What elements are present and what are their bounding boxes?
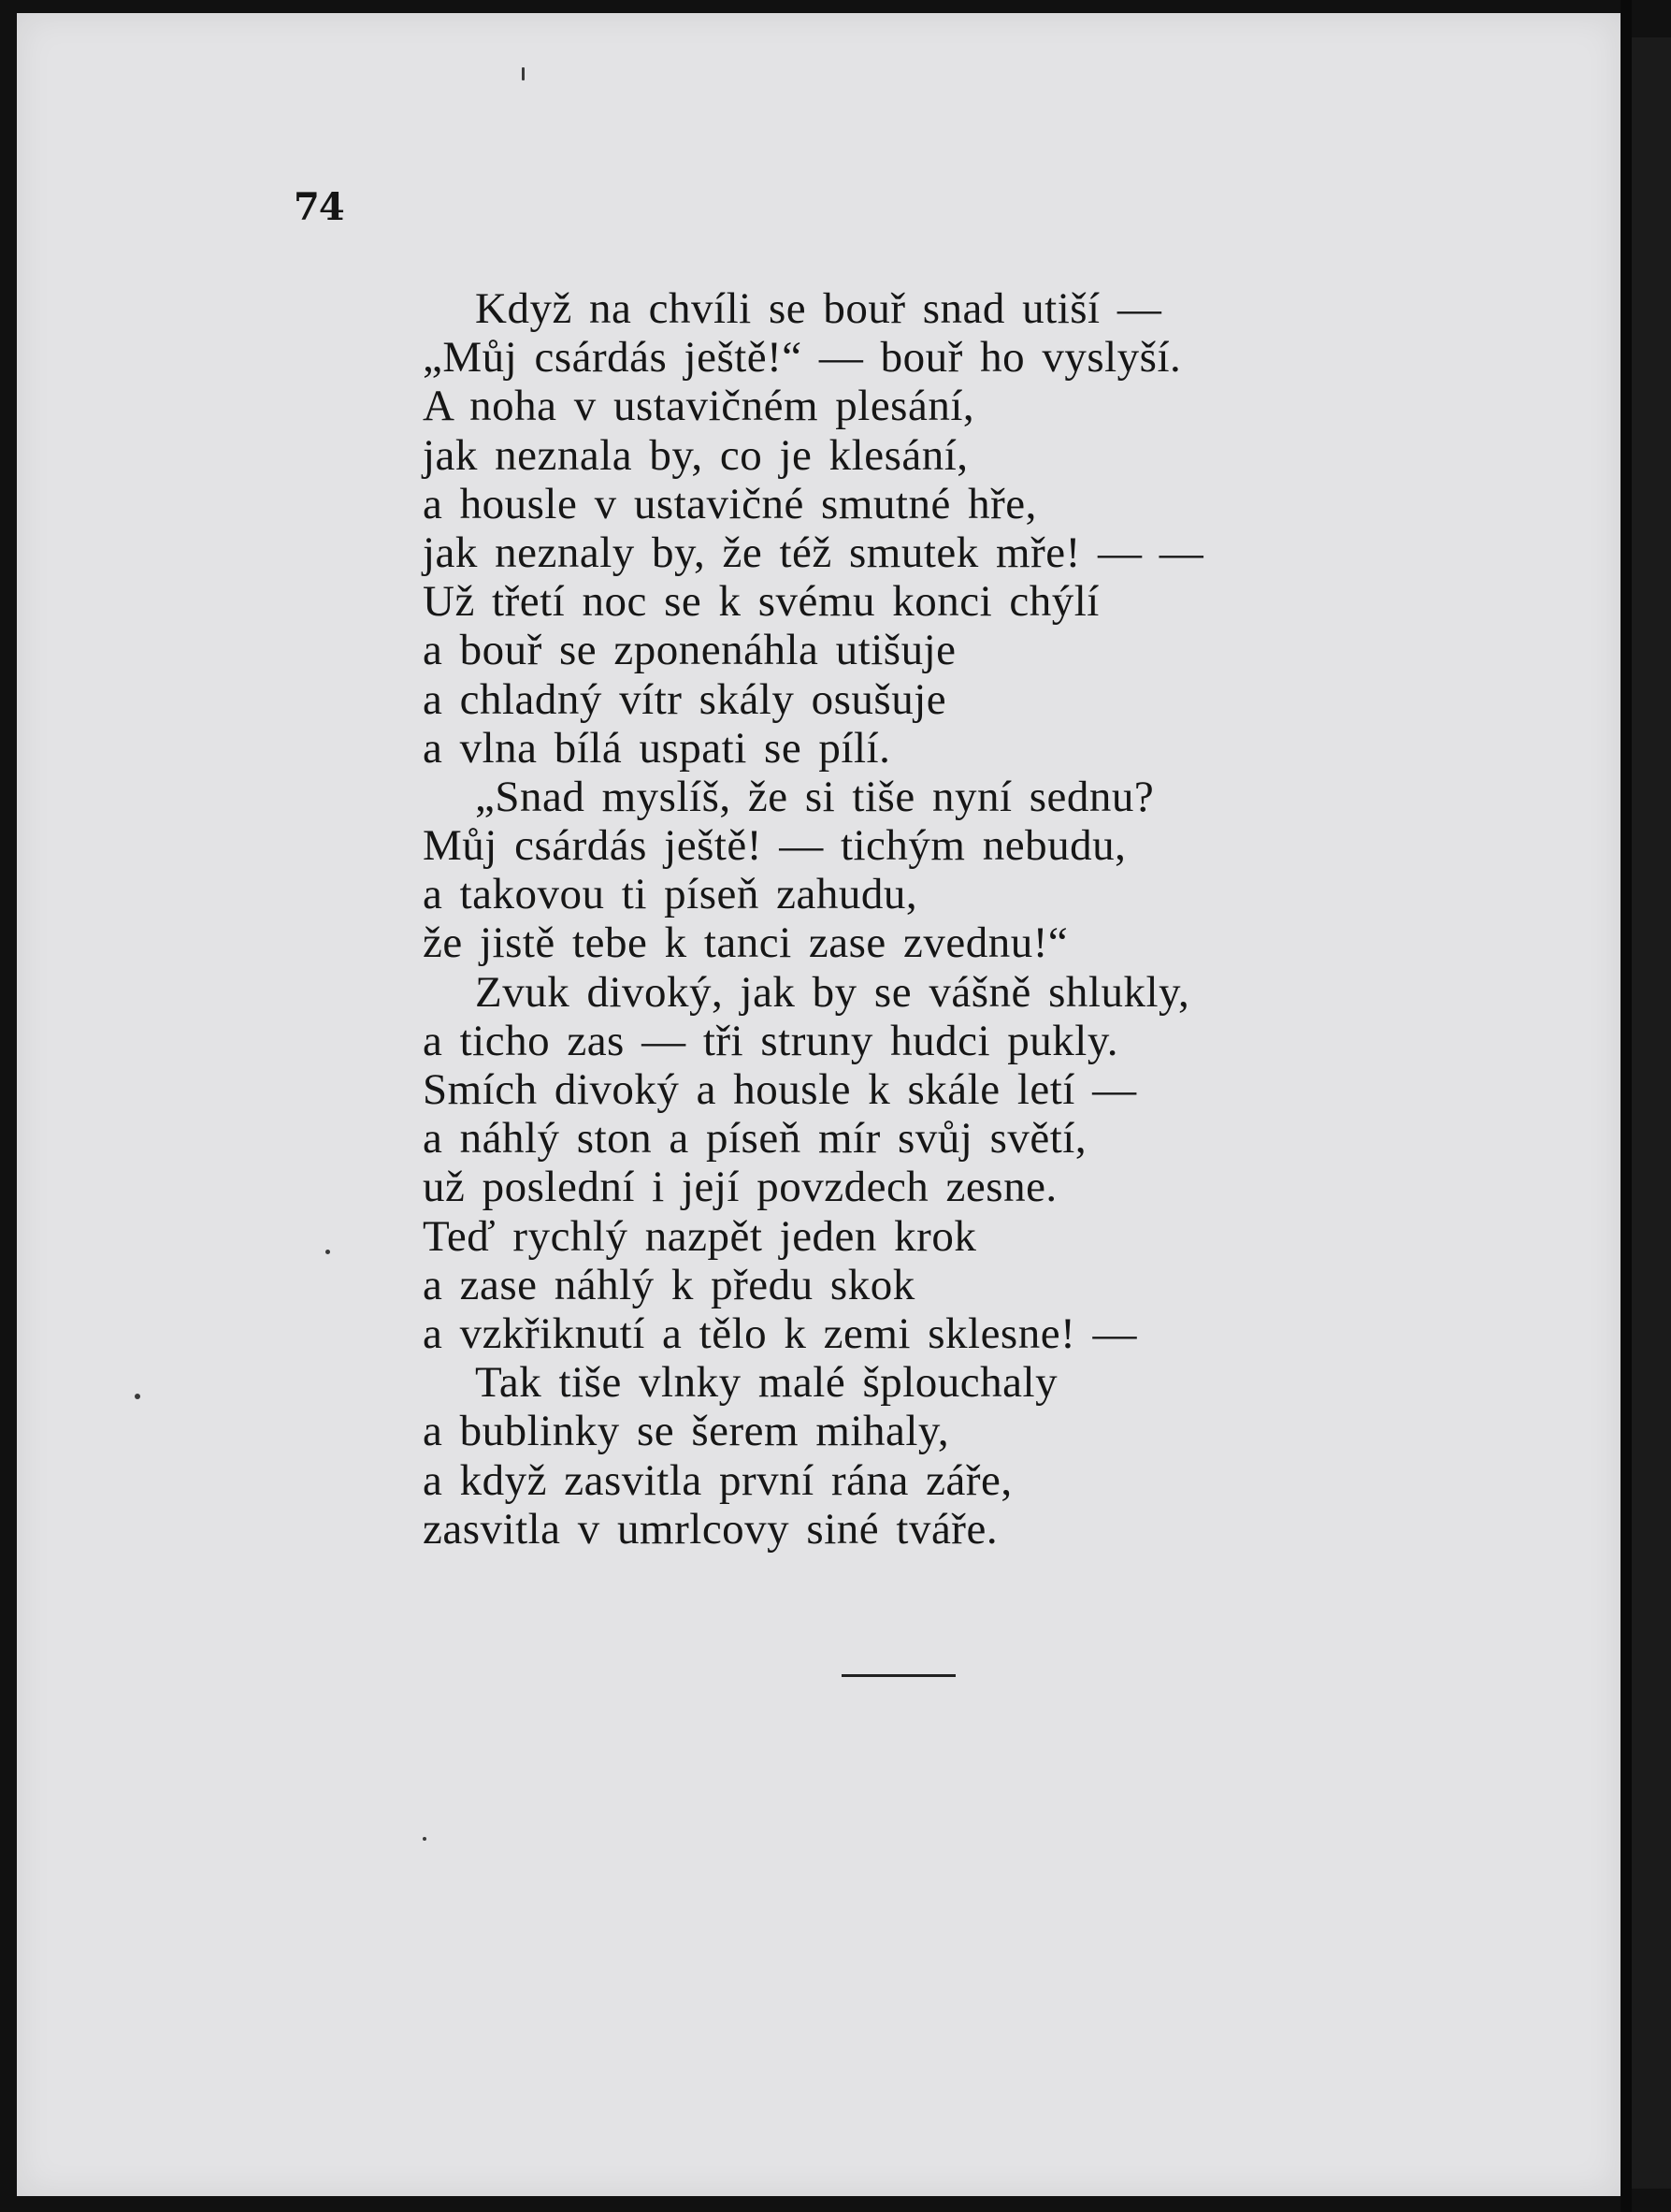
- book-edge-shadow: [1621, 0, 1632, 2212]
- paper-speck: [522, 67, 525, 80]
- poem-line: Když na chvíli se bouř snad utiší —: [475, 284, 1162, 333]
- adjacent-page-strip: [1632, 37, 1671, 2189]
- paper-speck: [423, 1837, 426, 1841]
- poem-line: že jistě tebe k tanci zase zvednu!“: [423, 918, 1069, 968]
- page-number: 74: [294, 185, 344, 229]
- poem-line: Už třetí noc se k svému konci chýlí: [423, 577, 1100, 627]
- poem-line: Zvuk divoký, jak by se vášně shlukly,: [475, 967, 1190, 1017]
- poem-line: Smích divoký a housle k skále letí —: [423, 1065, 1137, 1114]
- poem-line: a bublinky se šerem mihaly,: [423, 1407, 950, 1456]
- poem-line: a když zasvitla první rána záře,: [423, 1455, 1013, 1505]
- paper-speck: [135, 1394, 140, 1399]
- poem-line: a ticho zas — tři struny hudci pukly.: [423, 1016, 1119, 1065]
- poem-line: a chladný vítr skály osušuje: [423, 674, 947, 724]
- poem-line: a bouř se zponenáhla utišuje: [423, 626, 957, 675]
- poem-line: už poslední i její povzdech zesne.: [423, 1163, 1058, 1212]
- poem-text: [423, 284, 1358, 1554]
- poem-line: a zase náhlý k předu skok: [423, 1260, 915, 1309]
- poem-line: a housle v ustavičné smutné hře,: [423, 479, 1037, 528]
- poem-line: zasvitla v umrlcovy siné tváře.: [423, 1504, 999, 1554]
- section-end-rule: [842, 1674, 956, 1677]
- poem-line: Tak tiše vlnky malé šplouchaly: [475, 1358, 1059, 1408]
- poem-line: A noha v ustavičném plesání,: [423, 382, 975, 431]
- poem-line: a vzkřiknutí a tělo k zemi sklesne! —: [423, 1308, 1137, 1358]
- paper-speck: [325, 1250, 330, 1254]
- poem-line: „Snad myslíš, že si tiše nyní sednu?: [475, 772, 1155, 821]
- poem-line: Můj csárdás ještě! — tichým nebudu,: [423, 821, 1127, 871]
- poem-line: jak neznala by, co je klesání,: [423, 430, 969, 480]
- poem-line: Teď rychlý nazpět jeden krok: [423, 1211, 977, 1261]
- poem-line: a náhlý ston a píseň mír svůj světí,: [423, 1114, 1088, 1164]
- poem-line: a takovou ti píseň zahudu,: [423, 870, 918, 919]
- poem-line: a vlna bílá uspati se pílí.: [423, 723, 891, 773]
- poem-line: „Můj csárdás ještě!“ — bouř ho vyslyší.: [423, 333, 1182, 383]
- poem-line: jak neznaly by, že též smutek mře! — —: [423, 528, 1204, 577]
